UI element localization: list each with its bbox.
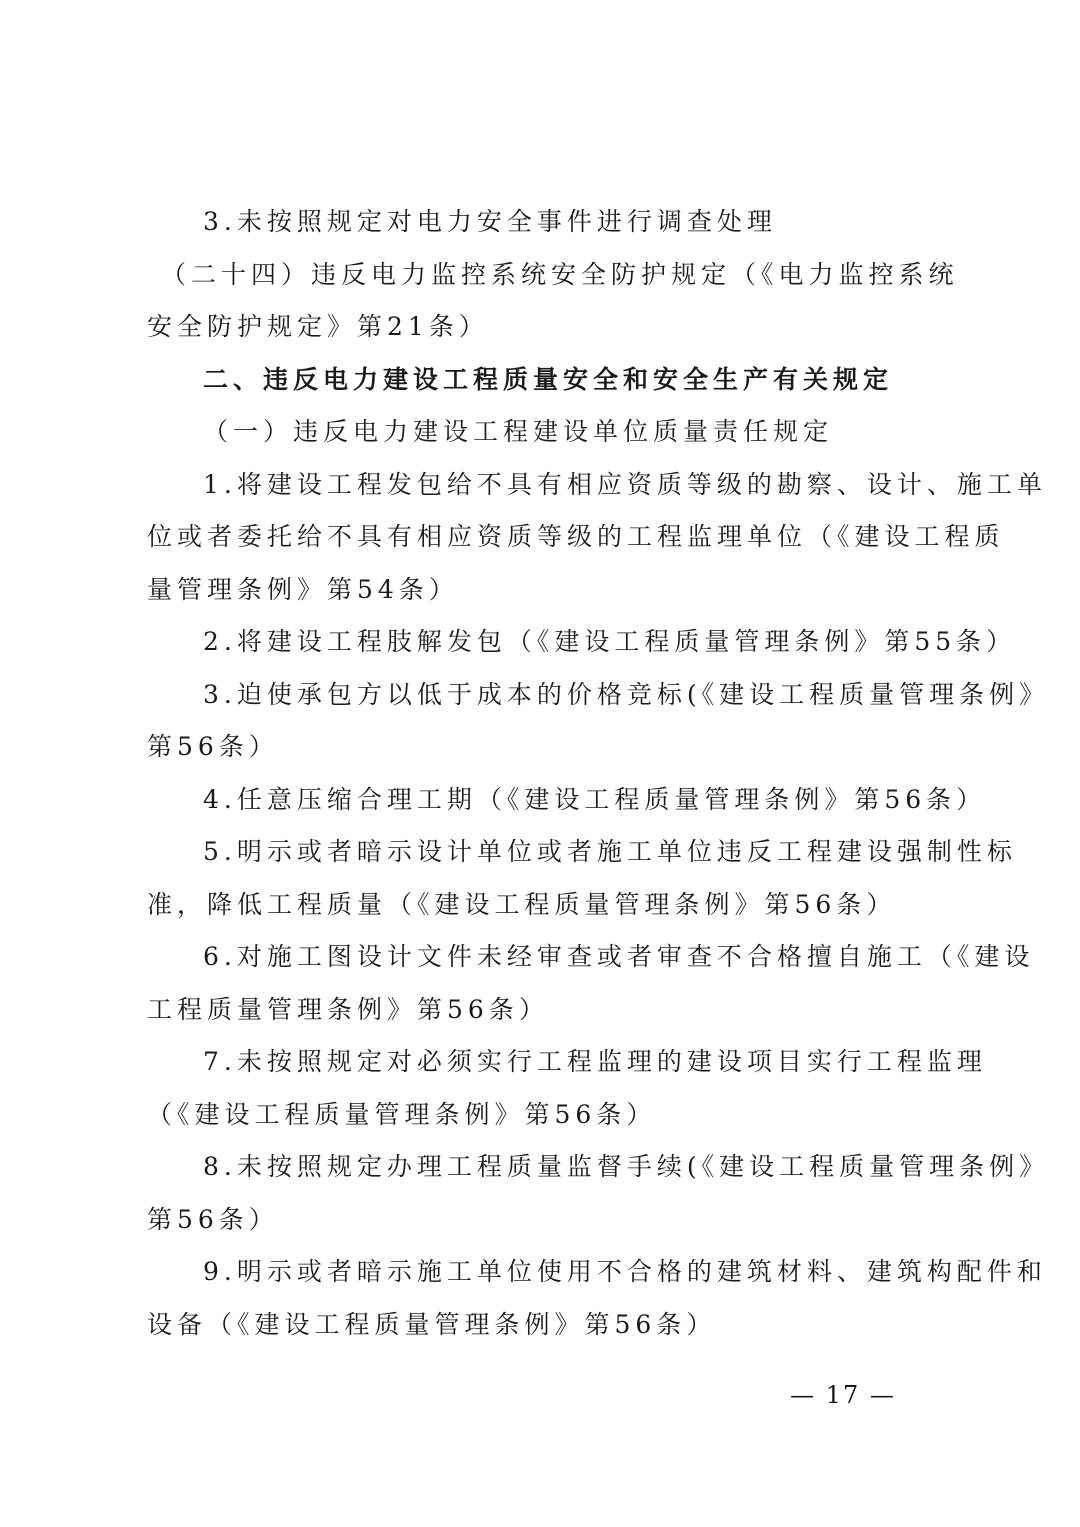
list-item-continued: 设备（《建设工程质量管理条例》第56条） bbox=[147, 1309, 717, 1339]
list-item: 9.明示或者暗示施工单位使用不合格的建筑材料、建筑构配件和 bbox=[203, 1257, 1047, 1286]
list-item: 6.对施工图设计文件未经审查或者审查不合格擅自施工（《建设 bbox=[203, 942, 1035, 971]
subsection-heading-1: （一）违反电力建设工程建设单位质量责任规定 bbox=[203, 417, 834, 446]
list-item: 4.任意压缩合理工期（《建设工程质量管理条例》第56条） bbox=[203, 784, 987, 814]
list-item: 3.未按照规定对电力安全事件进行调查处理 bbox=[203, 207, 777, 236]
list-item: 2.将建设工程肢解发包（《建设工程质量管理条例》第55条） bbox=[203, 627, 1017, 656]
list-item-continued: （《建设工程质量管理条例》第56条） bbox=[147, 1099, 657, 1129]
section-heading-24-continued: 安全防护规定》第21条） bbox=[147, 312, 489, 341]
list-item: 5.明示或者暗示设计单位或者施工单位违反工程建设强制性标 bbox=[203, 837, 1017, 866]
list-item-continued: 第56条） bbox=[147, 1204, 279, 1234]
list-item: 1.将建设工程发包给不具有相应资质等级的勘察、设计、施工单 bbox=[203, 469, 1047, 499]
document-body bbox=[147, 196, 1050, 1351]
list-item-continued: 量管理条例》第54条） bbox=[147, 574, 459, 604]
list-item: 3.迫使承包方以低于成本的价格竞标(《建设工程质量管理条例》 bbox=[203, 679, 1050, 709]
list-item-continued: 第56条） bbox=[147, 732, 279, 761]
list-item: 7.未按照规定对必须实行工程监理的建设项目实行工程监理 bbox=[203, 1047, 987, 1076]
list-item-continued: 准，降低工程质量（《建设工程质量管理条例》第56条） bbox=[147, 889, 897, 919]
list-item: 8.未按照规定办理工程质量监督手续(《建设工程质量管理条例》 bbox=[203, 1152, 1050, 1181]
list-item-continued: 工程质量管理条例》第56条） bbox=[147, 994, 549, 1024]
section-heading-24: （二十四）违反电力监控系统安全防护规定（《电力监控系统 bbox=[161, 259, 959, 289]
chapter-heading-2: 二、违反电力建设工程质量安全和安全生产有关规定 bbox=[203, 364, 894, 394]
page-number: — 17 — bbox=[790, 1381, 896, 1409]
list-item-continued: 位或者委托给不具有相应资质等级的工程监理单位（《建设工程质 bbox=[147, 522, 1005, 551]
